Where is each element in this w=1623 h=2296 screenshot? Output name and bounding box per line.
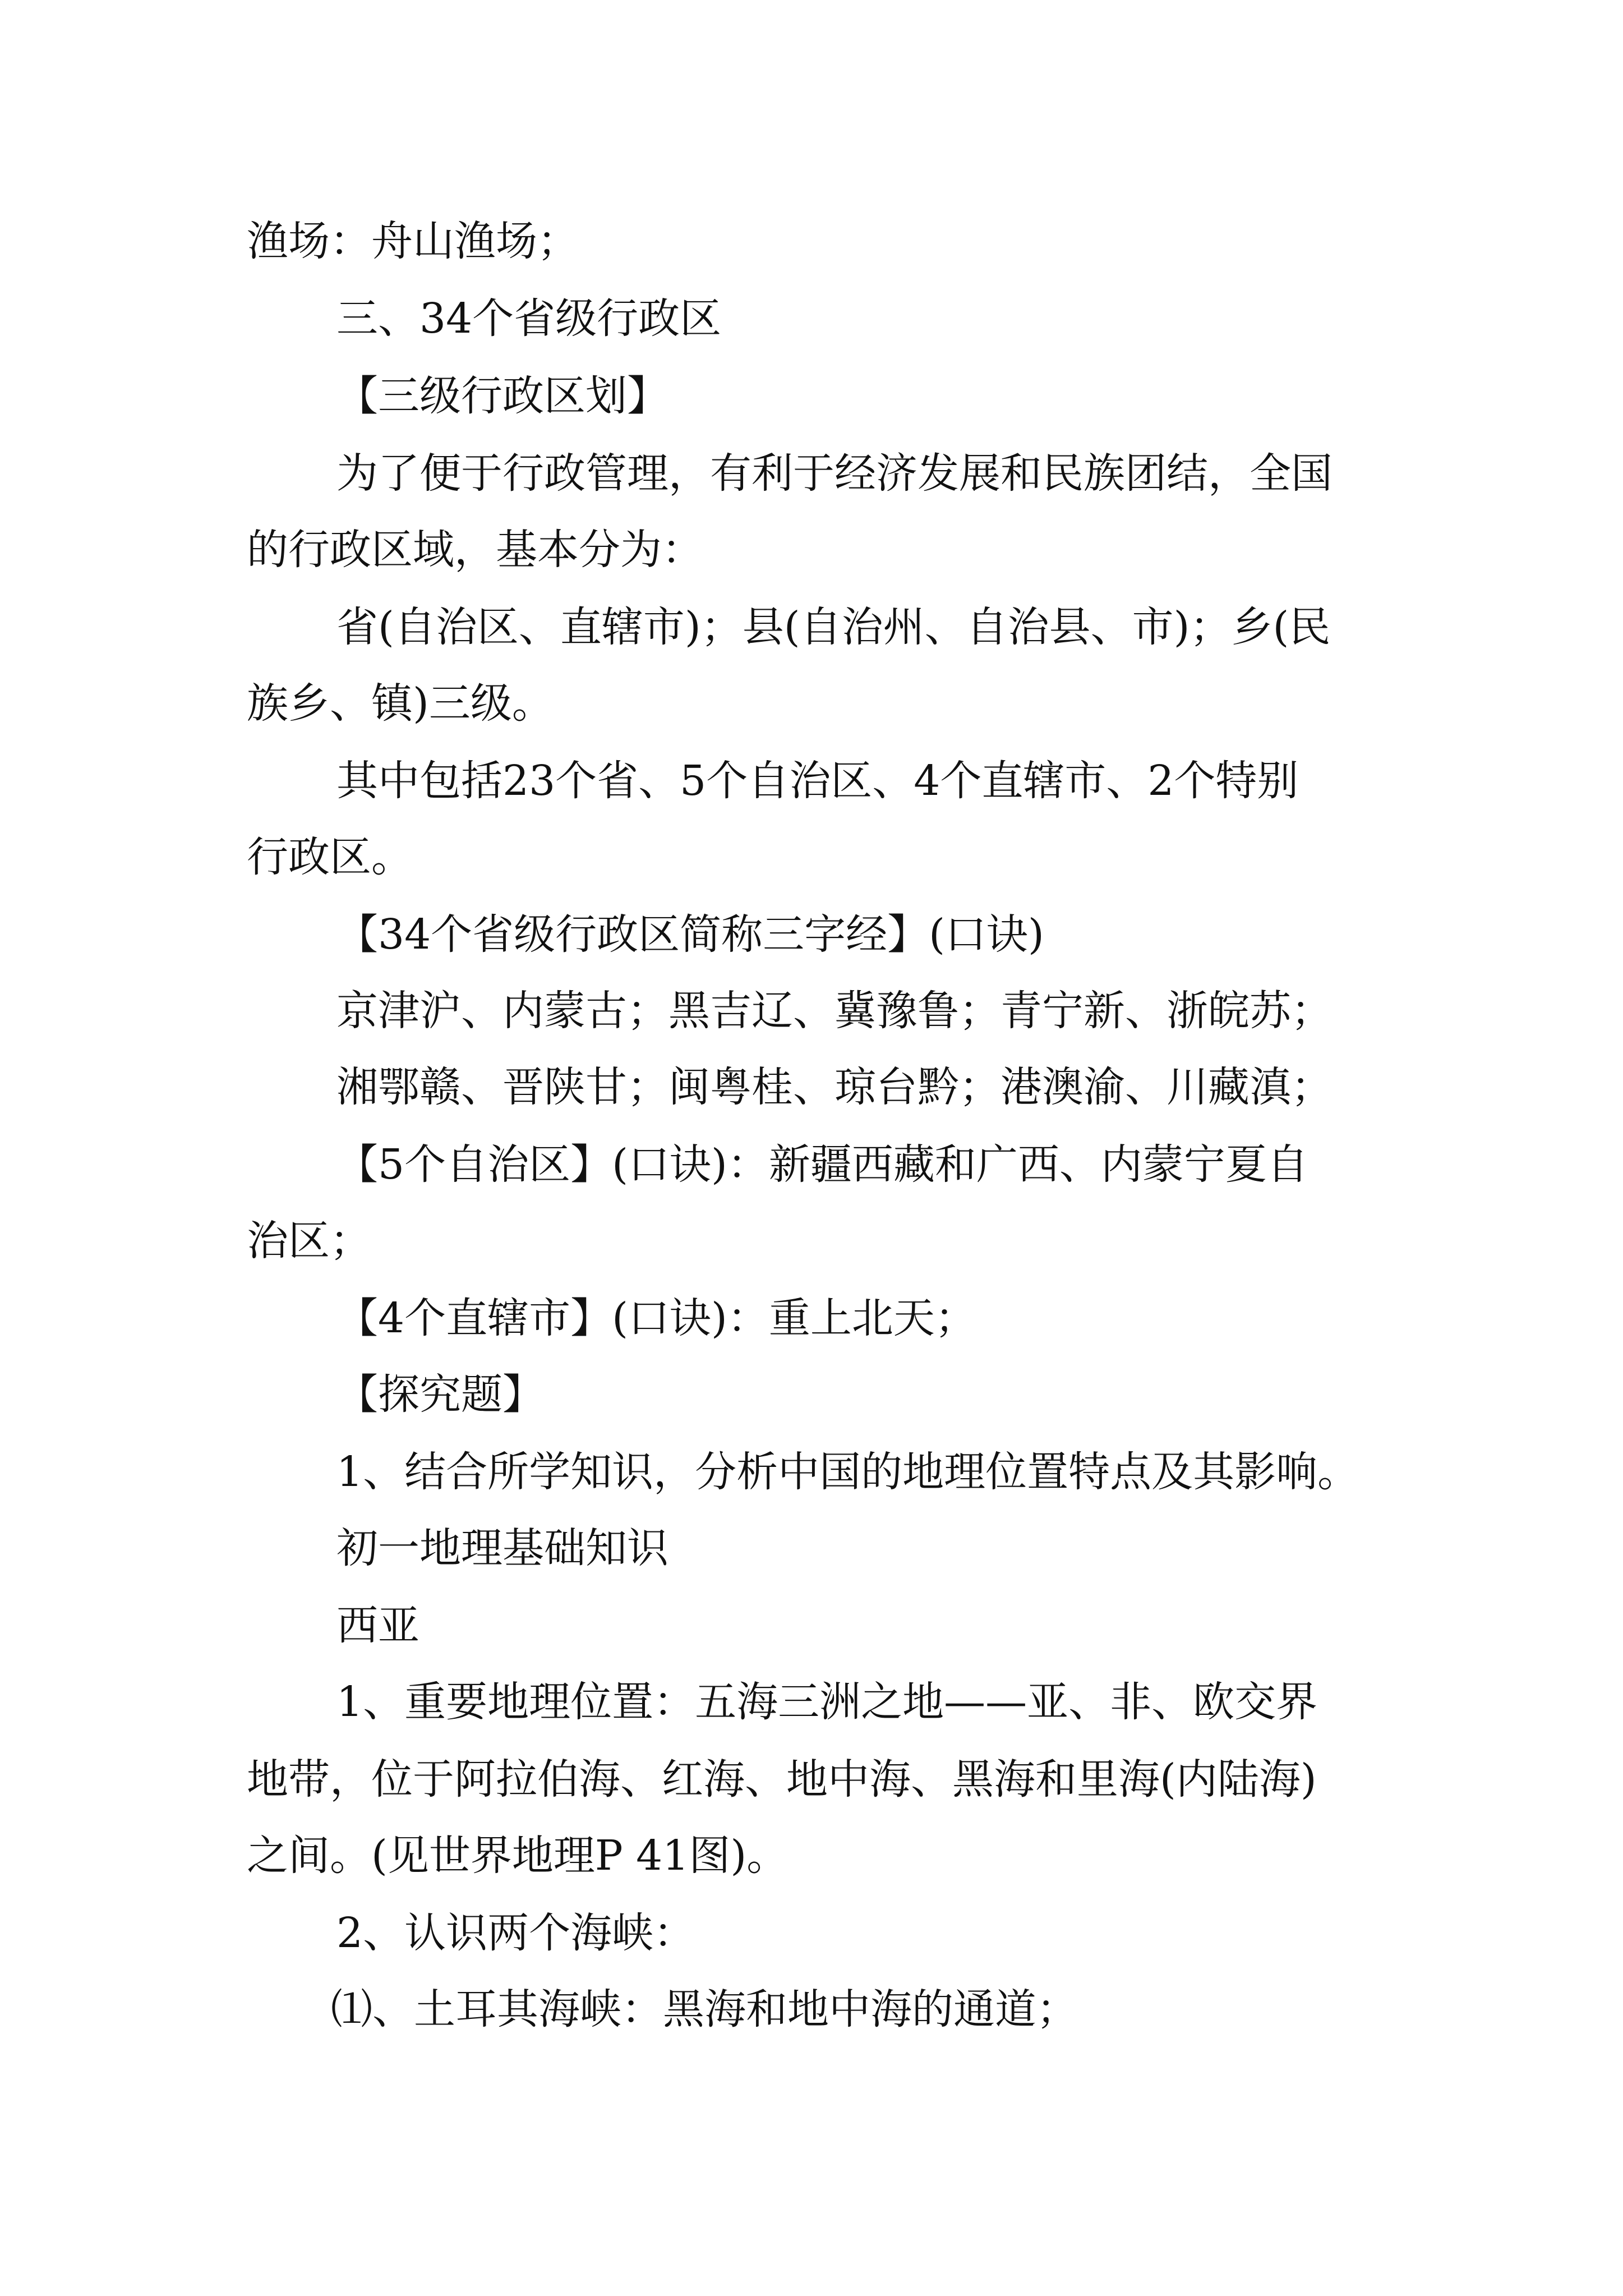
exploration-question: 1、结合所学知识，分析中国的地理位置特点及其影响。 <box>336 1448 1359 1496</box>
paragraph-levels-line-2: 族乡、镇)三级。 <box>247 679 554 728</box>
section-title-geography-basics: 初一地理基础知识 <box>336 1524 668 1572</box>
straits-heading: 2、认识两个海峡： <box>336 1909 695 1957</box>
autonomous-regions-line-1: 【5个自治区】(口诀)：新疆西藏和广西、内蒙宁夏自 <box>336 1140 1308 1189</box>
paragraph-count-line-2: 行政区。 <box>247 833 413 881</box>
location-line-3: 之间。(见世界地理P 41图)。 <box>247 1832 789 1880</box>
paragraph-count-line-1: 其中包括23个省、5个自治区、4个直辖市、2个特别 <box>336 757 1299 805</box>
subheading-admin-levels: 【三级行政区划】 <box>336 372 668 420</box>
subheading-exploration: 【探究题】 <box>336 1370 544 1419</box>
location-line-1: 1、重要地理位置：五海三洲之地——亚、非、欧交界 <box>336 1678 1318 1726</box>
section-title-west-asia: 西亚 <box>336 1602 419 1650</box>
strait-turkey-line: ⑴、土耳其海峡：黑海和地中海的通道； <box>331 1985 1078 2033</box>
text-line-fishery: 渔场：舟山渔场； <box>247 217 579 265</box>
autonomous-regions-line-2: 治区； <box>247 1217 371 1265</box>
location-line-2: 地带，位于阿拉伯海、红海、地中海、黑海和里海(内陆海) <box>247 1755 1317 1803</box>
paragraph-levels-line-1: 省(自治区、直辖市)；县(自治州、自治县、市)；乡(民 <box>336 603 1331 651</box>
section-heading-provinces: 三、34个省级行政区 <box>336 295 722 343</box>
paragraph-admin-line-2: 的行政区域，基本分为： <box>247 526 703 574</box>
municipalities-line: 【4个直辖市】(口诀)：重上北天； <box>336 1294 976 1342</box>
paragraph-admin-line-1: 为了便于行政管理，有利于经济发展和民族团结，全国 <box>336 449 1332 498</box>
mnemonic-line-1: 京津沪、内蒙古；黑吉辽、冀豫鲁；青宁新、浙皖苏； <box>336 987 1332 1035</box>
subheading-mnemonic: 【34个省级行政区简称三字经】(口诀) <box>336 910 1044 959</box>
mnemonic-line-2: 湘鄂赣、晋陕甘；闽粤桂、琼台黔；港澳渝、川藏滇； <box>336 1063 1332 1111</box>
